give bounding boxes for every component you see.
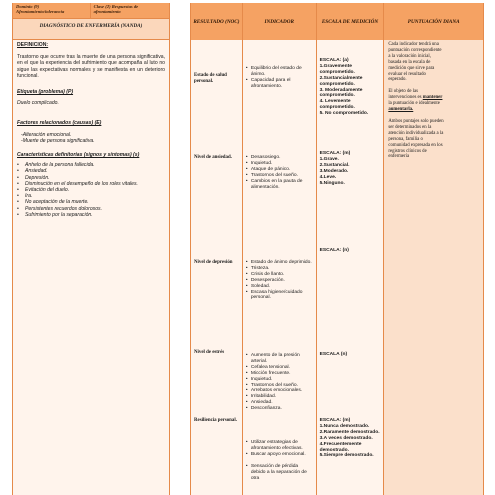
domain-label: Dominio (9) Afrontamiento/tolerancia	[13, 3, 91, 18]
indicator-item: • Irritabilidad.	[246, 394, 313, 400]
indicator-item: • Desconfianza.	[246, 406, 313, 412]
score-note-part: la puntuación e idealmente	[388, 101, 440, 107]
label-text: Duelo complicado.	[17, 100, 59, 107]
score-note-part: El objeto de las intervenciones es	[388, 89, 422, 101]
indicator-item: • Estado de ánimo deprimido.	[246, 260, 313, 266]
resultado-cell: Nivel de depresión	[194, 260, 233, 265]
indicator-item: • Escasa higiene/cuidado personal.	[246, 290, 313, 302]
indicator-item: • Tristeza.	[246, 266, 313, 272]
scale-item: 2.Sustancialmente comprometido.	[319, 75, 363, 87]
class-label: Clase (2) Respuestas de afrontamiento	[93, 4, 139, 14]
scale-item: 3.Moderado.	[319, 168, 349, 174]
indicator-item: • Trastornos del sueño.	[246, 173, 313, 179]
indicator-item: • Equilibrio del estado de ánimo.	[246, 66, 313, 78]
resultado-cell: Nivel de estrés	[194, 350, 225, 355]
scale-item: 2.Raramente demostrado.	[319, 429, 380, 435]
table-header	[191, 3, 484, 40]
indicator-item: • Crisis de llanto.	[246, 272, 313, 278]
characteristic-item: • Ansiedad.	[17, 168, 165, 174]
indicator-item: • Arrebatos emocionales.	[246, 388, 313, 394]
indicator-item: • Sensación de pérdida debido a la separación de otra	[246, 464, 313, 482]
score-note: Cada indicador tendrá una puntuación correspondiente a la valoración inicial, basada en la escala de medición que sirve para evaluar el resultado esperado.	[388, 42, 442, 83]
indicator-item: • Micción frecuente.	[246, 371, 313, 377]
header-puntuacion: PUNTUACIÓN DIANA	[384, 3, 484, 40]
characteristic-item: • Sufrimiento por la separación.	[17, 212, 165, 218]
puntuacion-column	[384, 40, 484, 495]
characteristic-item: • Ira.	[17, 193, 165, 199]
indicator-item: • Cambios en la pauta de alimentación.	[246, 179, 313, 191]
scale-block	[320, 248, 381, 254]
scale-item: 1.Gravemente comprometido.	[319, 63, 355, 75]
factors-list	[17, 132, 165, 144]
scale-item: 1.Nunca demostrado.	[319, 423, 370, 429]
scale-item: 2.Sustancial.	[319, 162, 350, 168]
resultado-cell: Nivel de ansiedad.	[194, 155, 232, 160]
factor-item: -Muerte de persona significativa.	[21, 137, 95, 144]
indicator-list	[246, 155, 313, 190]
indicator-item: • Desasosiego.	[246, 155, 313, 161]
scale-item: 1.Grave.	[319, 156, 339, 162]
indicator-list	[246, 440, 313, 481]
indicator-item: • Cefalea tensional.	[246, 365, 313, 371]
resultado-column	[191, 40, 243, 495]
header-escala: ESCALA DE MEDICIÓN	[317, 3, 385, 40]
scale-block	[320, 151, 381, 186]
header-indicador: INDICADOR	[243, 3, 317, 40]
mantener-emphasis: mantener	[422, 95, 443, 101]
characteristics-title: Características definitorias (signos y síntomas) (s)	[17, 152, 140, 159]
scale-item: 5. No comprometido.	[319, 111, 369, 117]
characteristic-item: • Evitación del duelo.	[17, 187, 165, 193]
indicator-item: • Inquietud.	[246, 377, 313, 383]
indicator-item: • Soledad.	[246, 284, 313, 290]
header-resultado: RESULTADO (NOC)	[191, 3, 243, 40]
score-note	[388, 89, 444, 113]
indicator-item: • Ansiedad.	[246, 400, 313, 406]
definition-text: Trastorno que ocurre tras la muerte de una persona significativa, en el que la experiencia del sufrimiento que acompaña al luto no sigue las expectativas normales y se manifiesta en un deterioro funcional.	[17, 54, 165, 79]
indicator-item: • Aumento de la presión arterial.	[246, 353, 313, 365]
diagnosis-panel	[12, 3, 170, 495]
resultado-cell: Estado de salud personal.	[194, 73, 227, 84]
scale-item: 5.Ninguno.	[319, 180, 345, 186]
factors-title: Factores relacionados (causas) (E)	[17, 120, 102, 127]
indicator-item: • Buscar apoyo emocional.	[246, 452, 313, 458]
scale-item: 4.Frecuentemente demostrado.	[319, 441, 362, 453]
score-notes	[388, 42, 444, 166]
aumentarla-emphasis: aumentarla.	[388, 107, 414, 113]
factor-item: -Alteración emocional.	[21, 131, 72, 138]
indicator-list	[246, 353, 313, 412]
scale-item: 4. Levemente comprometido.	[319, 99, 355, 111]
outcomes-table	[190, 3, 484, 495]
escala-column	[317, 40, 385, 495]
indicator-item: • Desesperación.	[246, 278, 313, 284]
scale-title: ESCALA: (a)	[319, 58, 349, 63]
characteristic-item: • Depresión.	[17, 175, 165, 181]
indicator-item: • Capacidad para el afrontamiento.	[246, 78, 313, 90]
indicator-item: • Trastornos del sueño.	[246, 383, 313, 389]
scale-block	[320, 418, 381, 459]
table-body	[191, 40, 484, 495]
characteristic-item: • Disminución en el desempeño de los roles vitales.	[17, 181, 165, 187]
characteristic-item: • No aceptación de la muerte.	[17, 199, 165, 205]
label-title: Etiqueta (problema) (P)	[17, 89, 74, 96]
score-note: Ambos puntajes solo pueden ser determinados en la atención individualizada a la persona, familia o comunidad expresada en los registros clínicos de enfermería	[388, 118, 444, 160]
characteristic-item: • Persistentes recuerdos dolorosos.	[17, 206, 165, 212]
scale-title: ESCALA: (n)	[319, 248, 349, 253]
diagnosis-title: DIAGNÓSTICO DE ENFERMERÍA (NANDA)	[13, 18, 169, 40]
characteristic-item: • Anhelo de la persona fallecida.	[17, 162, 165, 168]
diagnosis-body	[13, 40, 169, 495]
characteristics-list	[17, 162, 165, 218]
scale-title: ESCALA: (m)	[319, 418, 351, 423]
indicator-list	[246, 260, 313, 301]
indicator-item: • Ataque de pánico.	[246, 167, 313, 173]
scale-item: 5.Siempre demostrado.	[319, 453, 374, 459]
scale-title: ESCALA: (m)	[319, 151, 351, 156]
indicator-item: • Utilizar estrategias de afrontamiento efectivas.	[246, 440, 313, 452]
indicador-column	[243, 40, 317, 495]
scale-block	[320, 352, 381, 358]
definition-title: DEFINICION:	[17, 42, 49, 48]
scale-title: ESCALA (n)	[319, 352, 348, 357]
scale-item: 4.Leve.	[319, 174, 337, 180]
domain-class-header	[13, 3, 169, 18]
resultado-cell: Resiliencia personal.	[194, 418, 237, 423]
scale-item: 3. Moderadamente comprometido.	[319, 87, 363, 99]
indicator-item: • Inquietud.	[246, 161, 313, 167]
indicator-list	[246, 66, 313, 90]
scale-item: 3.A veces demostrado.	[319, 435, 373, 441]
scale-block	[320, 58, 381, 117]
